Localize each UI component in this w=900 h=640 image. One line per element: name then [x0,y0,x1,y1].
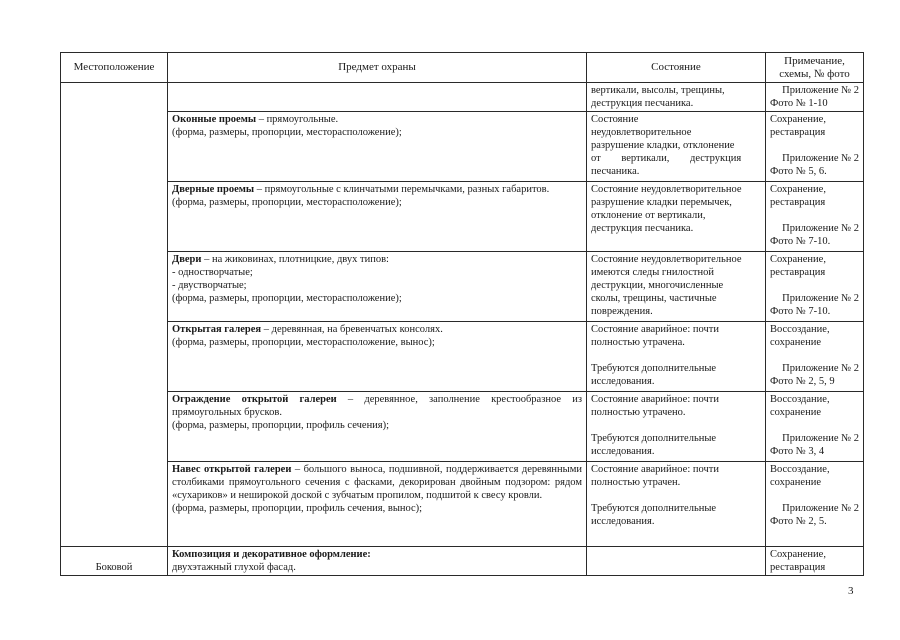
subject-cell [168,547,587,576]
note-line: Фото № 7-10. [770,306,831,317]
note-cell [766,83,864,112]
state-cell [587,182,766,252]
subject-list-item: - одностворчатые; [172,267,253,278]
note-cell [766,462,864,547]
state-line: Состояние [591,114,639,125]
note-line: Сохранение, [770,184,826,195]
subject-text: – деревянное, заполнение крестообразное из прямоугольных брусков. [172,394,582,418]
state-line: полностью утрачено. [591,407,686,418]
state-line: полностью утрачена. [591,337,685,348]
note-line: сохранение [770,477,821,488]
note-line: сохранение [770,337,821,348]
note-line: реставрация [770,197,826,208]
subject-cell [168,182,587,252]
note-line: Приложение № 2 [782,363,859,374]
table-row [61,547,864,576]
note-line: Приложение № 2 [782,503,859,514]
state-cell [587,547,766,576]
subject-text: – большого выноса, подшивной, поддерживается деревянными столбиками прямоугольного сечения с фасками, декорирован двойным подзором: рядом «сухариков» и неширокой доской с зубчатым пропилом, подшитой к свесу кровли. [172,464,582,501]
state-line: Требуются дополнительные [591,363,717,374]
note-line: реставрация [770,267,826,278]
note-line: Фото № 1-10 [770,98,828,109]
state-line: деструкция песчаника. [591,98,694,109]
table-row [61,112,864,182]
state-cell [587,462,766,547]
note-line: Приложение № 2 [782,85,859,96]
subject-extra: двухэтажный глухой фасад. [172,562,296,573]
state-line: разрушение кладки перемычек, [591,197,732,208]
header-note: Примечание, схемы, № фото [766,53,864,83]
state-cell [587,392,766,462]
state-cell [587,252,766,322]
subject-cell [168,322,587,392]
page-number: 3 [848,585,854,597]
note-line: Фото № 3, 4 [770,446,825,457]
location-cell: Боковой [61,547,168,576]
note-cell [766,322,864,392]
state-line: повреждения. [591,306,653,317]
state-line: деструкции, многочисленные [591,280,724,291]
table-header-row [61,53,864,83]
note-line: Фото № 7-10. [770,236,831,247]
note-line: Приложение № 2 [782,433,859,444]
subject-title: Двери [172,254,202,265]
state-line: Состояние неудовлетворительное [591,184,742,195]
note-line: Фото № 2, 5. [770,516,827,527]
note-line: Приложение № 2 [782,293,859,304]
note-line: сохранение [770,407,821,418]
subject-extra: (форма, размеры, пропорции, профиль сечения); [172,420,390,431]
state-line: Состояние неудовлетворительное [591,254,742,265]
subject-cell [168,112,587,182]
header-state: Состояние [587,53,766,83]
state-line: Состояние аварийное: почти [591,394,719,405]
state-line: Состояние аварийное: почти [591,324,719,335]
state-line: сколы, трещины, частичные [591,293,717,304]
location-cell-empty [61,83,168,547]
subject-title: Ограждение открытой галереи [172,394,337,405]
subject-cell [168,83,587,112]
subject-extra: (форма, размеры, пропорции, месторасположение); [172,197,402,208]
note-line: Воссоздание, [770,394,830,405]
subject-extra: (форма, размеры, пропорции, месторасположение, вынос); [172,337,435,348]
subject-title: Дверные проемы [172,184,255,195]
note-line: Сохранение, [770,549,826,560]
subject-cell [168,252,587,322]
state-line: от вертикали, деструкция [591,153,742,164]
note-line: Сохранение, [770,254,826,265]
state-line: вертикали, высолы, трещины, [591,85,725,96]
note-cell [766,252,864,322]
state-cell [587,112,766,182]
subject-title: Оконные проемы [172,114,257,125]
note-line: Фото № 5, 6. [770,166,827,177]
note-cell [766,112,864,182]
subject-title: Навес открытой галереи [172,464,292,475]
state-line: неудовлетворительное [591,127,692,138]
subject-text: – деревянная, на бревенчатых консолях. [261,324,443,335]
header-subject: Предмет охраны [168,53,587,83]
state-line: исследования. [591,516,655,527]
note-line: Сохранение, [770,114,826,125]
note-line: реставрация [770,562,826,573]
note-line: Фото № 2, 5, 9 [770,376,835,387]
state-line: имеются следы гнилостной [591,267,714,278]
state-line: отклонение от вертикали, [591,210,706,221]
state-line: Состояние аварийное: почти [591,464,719,475]
note-line: Воссоздание, [770,464,830,475]
subject-extra: (форма, размеры, пропорции, профиль сечения, вынос); [172,503,423,514]
state-cell [587,83,766,112]
note-line: Приложение № 2 [782,153,859,164]
state-cell [587,322,766,392]
note-cell [766,182,864,252]
state-line: деструкция песчаника. [591,223,694,234]
note-line: Приложение № 2 [782,223,859,234]
subject-text: – на жиковинах, плотницкие, двух типов: [201,254,389,265]
table-row [61,462,864,547]
subject-cell [168,392,587,462]
subject-title: Композиция и декоративное оформление: [172,549,371,560]
state-line: Требуются дополнительные [591,433,717,444]
table-row [61,252,864,322]
table-row [61,182,864,252]
table-row [61,83,864,112]
subject-extra: (форма, размеры, пропорции, месторасположение); [172,127,402,138]
subject-text: – прямоугольные. [256,114,339,125]
protection-table [60,52,864,576]
note-cell [766,392,864,462]
state-line: разрушение кладки, отклонение [591,140,735,151]
state-line: песчаника. [591,166,640,177]
header-location: Местоположение [61,53,168,83]
state-line: полностью утрачен. [591,477,681,488]
state-line: исследования. [591,446,655,457]
table-row [61,322,864,392]
table-row [61,392,864,462]
subject-extra: (форма, размеры, пропорции, месторасположение); [172,293,402,304]
subject-text: – прямоугольные с клинчатыми перемычками, разных габаритов. [254,184,550,195]
note-line: Воссоздание, [770,324,830,335]
note-cell [766,547,864,576]
subject-cell [168,462,587,547]
subject-title: Открытая галерея [172,324,262,335]
state-line: исследования. [591,376,655,387]
subject-list-item: - двустворчатые; [172,280,247,291]
state-line: Требуются дополнительные [591,503,717,514]
note-line: реставрация [770,127,826,138]
